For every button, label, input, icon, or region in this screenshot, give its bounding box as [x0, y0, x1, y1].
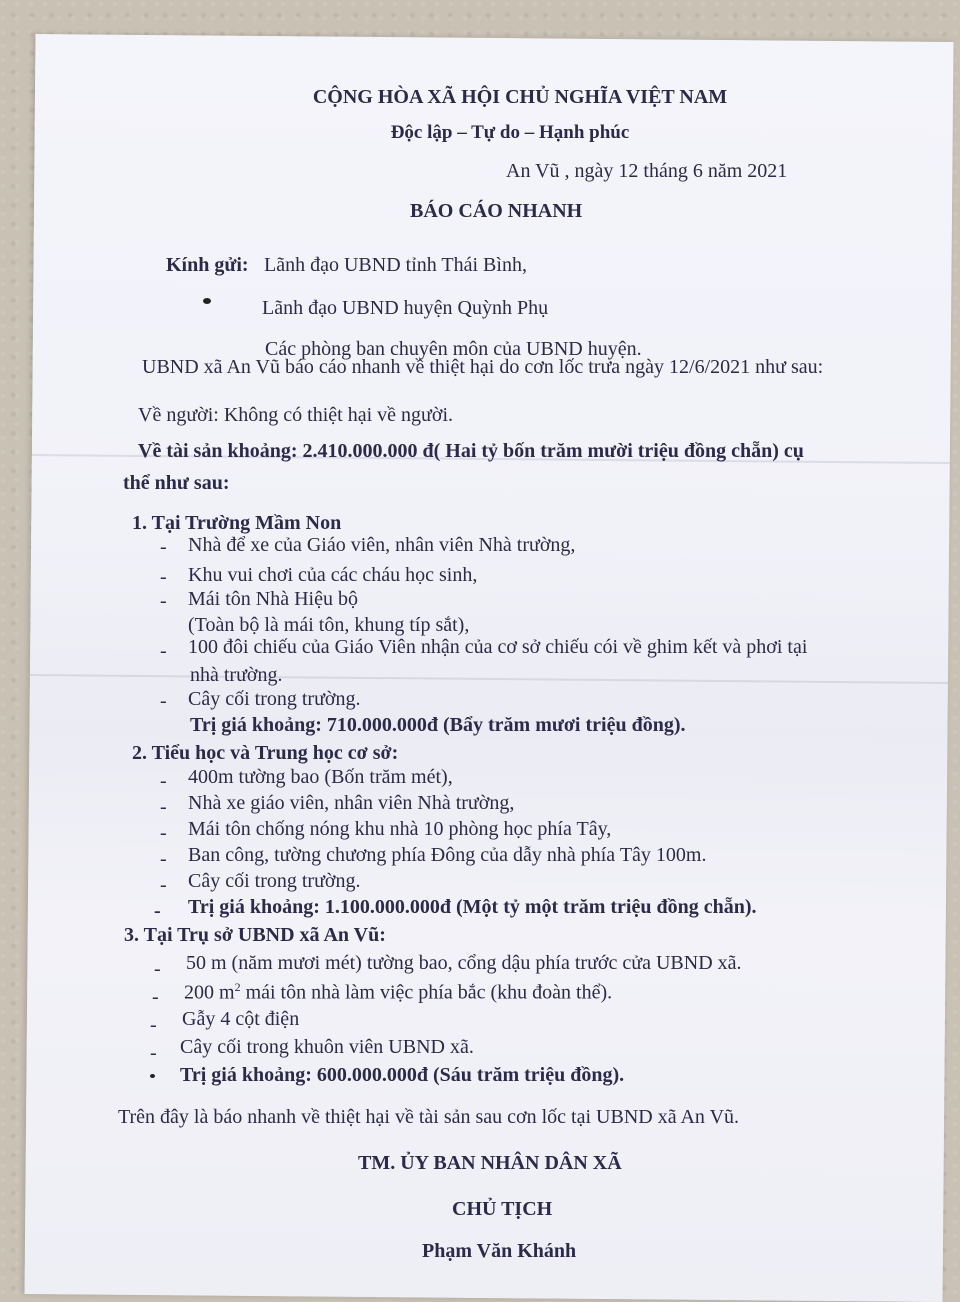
list-item: Nhà để xe của Giáo viên, nhân viên Nhà trường,	[188, 534, 576, 556]
motto: Độc lập – Tự do – Hạnh phúc	[390, 122, 630, 143]
closing-text: Trên đây là báo nhanh về thiệt hại về tài sản sau cơn lốc tại UBND xã An Vũ.	[118, 1106, 740, 1128]
list-item: nhà trường.	[190, 664, 283, 686]
list-item: Mái tôn chống nóng khu nhà 10 phòng học phía Tây,	[188, 818, 612, 840]
bullet-dash: -	[160, 770, 167, 792]
list-item: Ban công, tường chương phía Đông của dẫy nhà phía Tây 100m.	[188, 844, 707, 866]
ink-dot	[203, 298, 211, 304]
bullet-dash: -	[160, 566, 167, 588]
recipients-label: Kính gửi:	[166, 254, 249, 276]
section-3-value: Trị giá khoảng: 600.000.000đ (Sáu trăm triệu đồng).	[180, 1064, 625, 1086]
list-item: Cây cối trong trường.	[188, 870, 361, 892]
document-title: BÁO CÁO NHANH	[410, 200, 583, 222]
signature-role: CHỦ TỊCH	[452, 1198, 553, 1220]
property-line-1: Về tài sản khoảng: 2.410.000.000 đ( Hai tỷ bốn trăm mười triệu đồng chẵn) cụ	[138, 440, 804, 462]
bullet-dash: -	[154, 958, 161, 980]
bullet-dash: -	[160, 690, 167, 712]
bullet-dash: -	[154, 900, 161, 922]
bullet-dash: -	[160, 848, 167, 870]
bullet-dash: -	[160, 874, 167, 896]
area-superscript: 2	[234, 980, 241, 994]
list-item-area	[184, 980, 612, 1005]
bullet-dash: -	[152, 986, 159, 1008]
ink-dot	[150, 1074, 155, 1078]
date-line: An Vũ , ngày 12 tháng 6 năm 2021	[506, 160, 788, 182]
intro-text: UBND xã An Vũ báo cáo nhanh về thiệt hại do cơn lốc trưa ngày 12/6/2021 như sau:	[142, 356, 824, 378]
bullet-dash: -	[150, 1014, 157, 1036]
area-description: mái tôn nhà làm việc phía bắc (khu đoàn thể).	[240, 981, 613, 1004]
section-2-heading: 2. Tiểu học và Trung học cơ sở:	[132, 742, 399, 764]
signer-name: Phạm Văn Khánh	[422, 1240, 577, 1262]
list-item: Nhà xe giáo viên, nhân viên Nhà trường,	[188, 792, 515, 814]
bullet-dash: -	[160, 640, 167, 662]
list-item: (Toàn bộ là mái tôn, khung típ sắt),	[188, 614, 470, 636]
bullet-dash: -	[150, 1042, 157, 1064]
recipient-3: Các phòng ban chuyên môn của UBND huyện.	[265, 338, 642, 360]
property-line-2: thể như sau:	[123, 472, 230, 494]
section-2-value: Trị giá khoảng: 1.100.000.000đ (Một tỷ một trăm triệu đồng chẵn).	[188, 896, 757, 918]
list-item: Khu vui chơi của các cháu học sinh,	[188, 564, 478, 586]
list-item: Gẫy 4 cột điện	[182, 1008, 300, 1030]
list-item: 400m tường bao (Bốn trăm mét),	[188, 766, 453, 788]
section-1-value: Trị giá khoảng: 710.000.000đ (Bẩy trăm mươi triệu đồng).	[190, 714, 686, 736]
list-item: 50 m (năm mươi mét) tường bao, cổng dậu phía trước cửa UBND xã.	[186, 952, 742, 974]
section-3-heading: 3. Tại Trụ sở UBND xã An Vũ:	[124, 924, 386, 946]
list-item: Mái tôn Nhà Hiệu bộ	[188, 588, 358, 610]
recipient-1: Lãnh đạo UBND tỉnh Thái Bình,	[264, 254, 527, 276]
bullet-dash: -	[160, 796, 167, 818]
recipient-2: Lãnh đạo UBND huyện Quỳnh Phụ	[262, 297, 549, 319]
list-item: Cây cối trong trường.	[188, 688, 361, 710]
area-value: 200 m	[184, 981, 235, 1004]
list-item: 100 đôi chiếu của Giáo Viên nhận của cơ sở chiếu cói về ghim kết và phơi tại	[188, 636, 808, 658]
bullet-dash: -	[160, 822, 167, 844]
people-text: Về người: Không có thiệt hại về người.	[138, 404, 453, 426]
bullet-dash: -	[160, 536, 167, 558]
nation-header: CỘNG HÒA XÃ HỘI CHỦ NGHĨA VIỆT NAM	[312, 86, 728, 108]
section-1-heading: 1. Tại Trường Mầm Non	[132, 512, 342, 534]
bullet-dash: -	[160, 590, 167, 612]
list-item: Cây cối trong khuôn viên UBND xã.	[180, 1036, 474, 1058]
signature-org: TM. ỦY BAN NHÂN DÂN XÃ	[358, 1152, 622, 1174]
